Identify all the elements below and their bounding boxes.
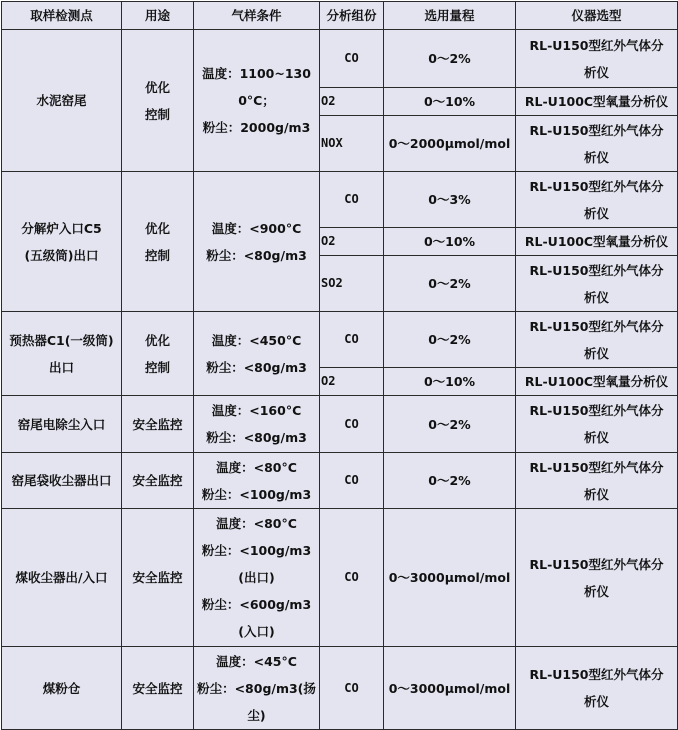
instrument-cell	[516, 30, 678, 88]
instrument-text: RL-U150型红外气体分 析仪	[529, 459, 664, 502]
range-cell: 0～3000μmol/mol	[384, 647, 516, 730]
use-cell	[122, 453, 194, 509]
sampling-point-text: 水泥窑尾	[36, 93, 87, 108]
header-component: 分析组份	[320, 2, 384, 30]
condition-text: 温度：<80°C 粉尘：<100g/m3 (出口) 粉尘：<600g/m3 (入口)	[201, 516, 312, 639]
condition-text: 温度：<900°C 粉尘：<80g/m3	[206, 220, 307, 263]
use-text: 安全监控	[132, 473, 183, 488]
instrument-cell	[516, 509, 678, 647]
gas-analyzer-table	[1, 1, 678, 730]
range-cell: 0～2%	[384, 30, 516, 88]
component-cell: NOX	[320, 116, 384, 172]
header-sampling-point: 取样检测点	[2, 2, 122, 30]
condition-text: 温度：<450°C 粉尘：<80g/m3	[206, 332, 307, 375]
table-row	[2, 453, 678, 509]
condition-cell	[194, 509, 320, 647]
sampling-point-cell	[2, 647, 122, 730]
table-row	[2, 312, 678, 368]
sampling-point-text: 窑尾袋收尘器出口	[11, 473, 112, 488]
use-cell	[122, 647, 194, 730]
use-cell	[122, 312, 194, 396]
instrument-text: RL-U150型红外气体分 析仪	[529, 178, 664, 221]
table-row	[2, 30, 678, 88]
sampling-point-cell	[2, 396, 122, 453]
instrument-text: RL-U150型红外气体分 析仪	[529, 37, 664, 80]
use-cell	[122, 509, 194, 647]
component-cell: CO	[320, 30, 384, 88]
use-cell	[122, 30, 194, 172]
table-row	[2, 396, 678, 453]
instrument-cell	[516, 647, 678, 730]
use-text: 优化 控制	[144, 79, 170, 122]
sampling-point-cell	[2, 172, 122, 312]
instrument-cell	[516, 172, 678, 228]
range-cell: 0～2000μmol/mol	[384, 116, 516, 172]
component-cell: CO	[320, 509, 384, 647]
condition-cell	[194, 396, 320, 453]
sampling-point-text: 煤粉仓	[42, 680, 81, 696]
condition-text: 温度：<45°C 粉尘：<80g/m3(扬 尘)	[197, 653, 316, 723]
sampling-point-cell	[2, 453, 122, 509]
component-cell: CO	[320, 312, 384, 368]
sampling-point-text: 窑尾电除尘入口	[17, 416, 106, 432]
header-row	[2, 2, 678, 30]
component-cell: O2	[320, 88, 384, 116]
instrument-cell	[516, 396, 678, 453]
table-row	[2, 509, 678, 647]
condition-cell	[194, 30, 320, 172]
range-cell: 0～3000μmol/mol	[384, 509, 516, 647]
sampling-point-text: 分解炉入口C5 (五级筒)出口	[21, 220, 102, 263]
use-text: 优化 控制	[144, 332, 170, 375]
instrument-text: RL-U150型红外气体分 析仪	[529, 318, 664, 361]
instrument-text: RL-U100C型氧量分析仪	[524, 234, 669, 249]
header-instrument: 仪器选型	[516, 2, 678, 30]
range-cell: 0～10%	[384, 228, 516, 256]
sampling-point-cell	[2, 509, 122, 647]
sampling-point-text: 煤收尘器出/入口	[15, 570, 108, 585]
condition-text: 温度：<160°C 粉尘：<80g/m3	[206, 403, 307, 445]
instrument-cell	[516, 368, 678, 396]
condition-cell	[194, 647, 320, 730]
instrument-cell	[516, 116, 678, 172]
use-cell	[122, 396, 194, 453]
condition-text: 温度：1100~130 0°C； 粉尘：2000g/m3	[202, 66, 311, 135]
range-cell: 0～10%	[384, 368, 516, 396]
instrument-cell	[516, 228, 678, 256]
component-cell: CO	[320, 453, 384, 509]
use-text: 优化 控制	[144, 220, 170, 263]
instrument-cell	[516, 256, 678, 312]
instrument-text: RL-U150型红外气体分 析仪	[529, 262, 664, 305]
instrument-text: RL-U100C型氧量分析仪	[524, 94, 669, 109]
instrument-cell	[516, 453, 678, 509]
instrument-text: RL-U100C型氧量分析仪	[524, 374, 669, 389]
component-cell: CO	[320, 647, 384, 730]
sampling-point-cell	[2, 312, 122, 396]
table-row	[2, 647, 678, 730]
component-cell: O2	[320, 368, 384, 396]
header-range: 选用量程	[384, 2, 516, 30]
condition-cell	[194, 312, 320, 396]
range-cell: 0～2%	[384, 453, 516, 509]
header-use: 用途	[122, 2, 194, 30]
instrument-text: RL-U150型红外气体分 析仪	[529, 122, 664, 165]
range-cell: 0～10%	[384, 88, 516, 116]
condition-cell	[194, 172, 320, 312]
range-cell: 0～3%	[384, 172, 516, 228]
use-text: 安全监控	[132, 570, 183, 585]
sampling-point-text: 预热器C1(一级筒) 出口	[9, 332, 114, 375]
instrument-text: RL-U150型红外气体分 析仪	[529, 403, 664, 445]
component-cell: SO2	[320, 256, 384, 312]
component-cell: CO	[320, 172, 384, 228]
sampling-point-cell	[2, 30, 122, 172]
header-gas-condition: 气样条件	[194, 2, 320, 30]
instrument-text: RL-U150型红外气体分 析仪	[529, 667, 664, 709]
instrument-cell	[516, 88, 678, 116]
range-cell: 0～2%	[384, 312, 516, 368]
instrument-text: RL-U150型红外气体分 析仪	[529, 556, 664, 599]
component-cell: O2	[320, 228, 384, 256]
use-text: 安全监控	[132, 680, 183, 696]
condition-cell	[194, 453, 320, 509]
range-cell: 0～2%	[384, 256, 516, 312]
condition-text: 温度：<80°C 粉尘：<100g/m3	[201, 459, 312, 502]
use-cell	[122, 172, 194, 312]
instrument-cell	[516, 312, 678, 368]
use-text: 安全监控	[132, 416, 183, 432]
range-cell: 0～2%	[384, 396, 516, 453]
table-row	[2, 172, 678, 228]
component-cell: CO	[320, 396, 384, 453]
